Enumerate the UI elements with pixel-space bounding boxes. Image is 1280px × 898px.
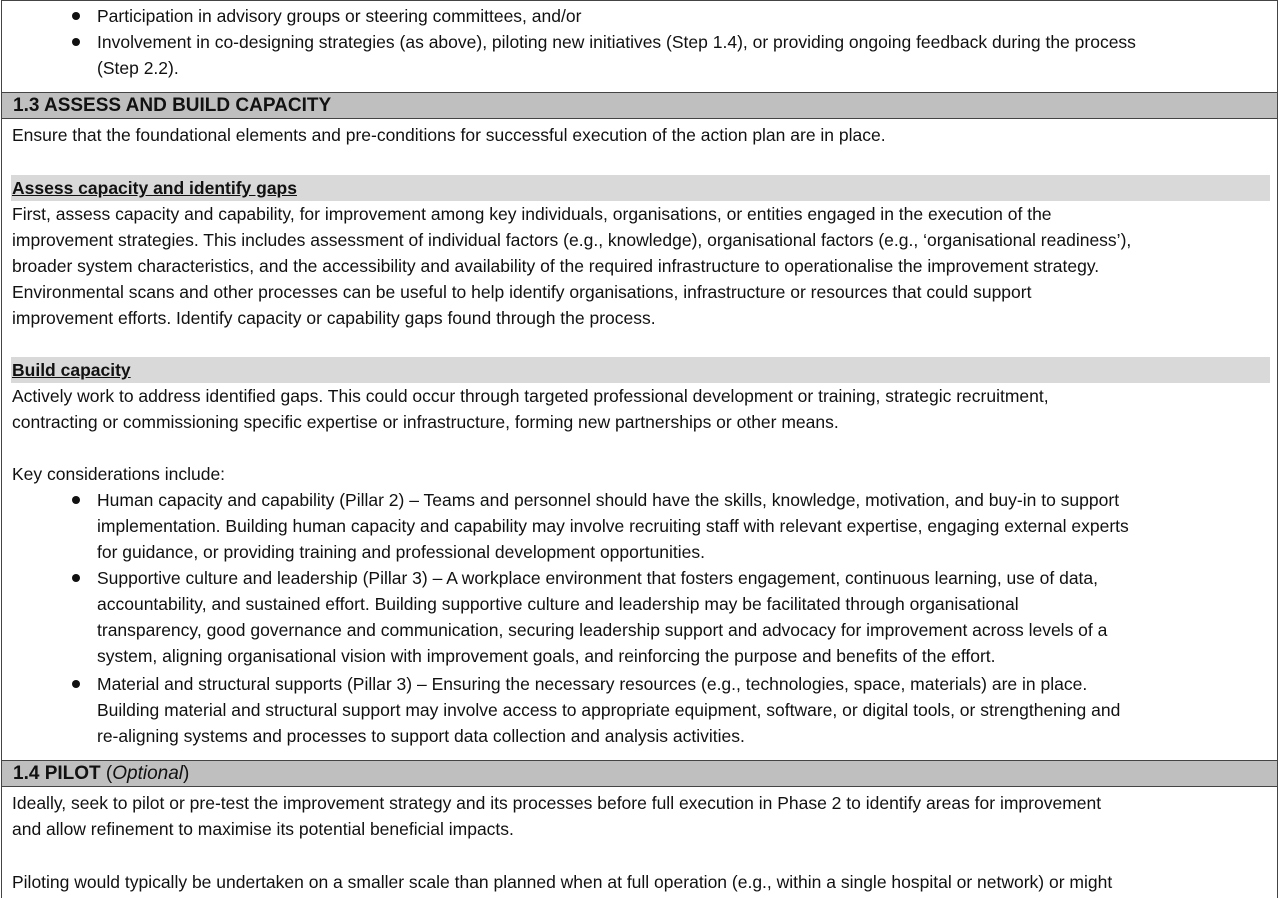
bullet-icon	[72, 680, 80, 688]
bullet-text: for guidance, or providing training and professional development opportunities.	[97, 542, 706, 562]
title-paren-close: )	[183, 763, 190, 784]
section-1-4-title: 1.4 PILOT	[13, 763, 101, 784]
optional-label: Optional	[112, 763, 184, 784]
bullet-text: accountability, and sustained effort. Building supportive culture and leadership may be facilitated through organisational	[97, 594, 1019, 614]
paragraph-line: Piloting would typically be undertaken on a smaller scale than planned when at full operation (e.g., within a single hospital or network) or might	[12, 872, 1113, 892]
key-considerations-label: Key considerations include:	[12, 464, 226, 484]
bullet-text: system, aligning organisational vision with improvement goals, and reinforcing the purpose and benefits of the effort.	[97, 646, 996, 666]
paragraph-line: Ideally, seek to pilot or pre-test the improvement strategy and its processes before full execution in Phase 2 to identify areas for improvement	[12, 793, 1102, 813]
bullet-text: Supportive culture and leadership (Pillar 3) – A workplace environment that fosters engagement, continuous learning, use of data,	[97, 568, 1099, 588]
section-1-3-intro: Ensure that the foundational elements and pre-conditions for successful execution of the action plan are in place.	[12, 125, 886, 145]
title-paren-open: (	[100, 763, 113, 784]
bullet-icon	[72, 574, 80, 582]
bullet-text: implementation. Building human capacity and capability may involve recruiting staff with relevant expertise, engaging external experts	[97, 516, 1129, 536]
bullet-text: transparency, good governance and communication, securing leadership support and advocacy for improvement across levels of a	[97, 620, 1108, 640]
paragraph-line: and allow refinement to maximise its potential beneficial impacts.	[12, 819, 514, 839]
bullet-text: Involvement in co-designing strategies (as above), piloting new initiatives (Step 1.4), or providing ongoing feedback during the process	[97, 32, 1136, 52]
bullet-icon	[72, 38, 80, 46]
section-1-4-header	[1, 760, 1278, 787]
section-1-3-header	[1, 92, 1278, 119]
paragraph-line: contracting or commissioning specific expertise or infrastructure, forming new partnerships or other means.	[12, 412, 839, 432]
assess-capacity-heading-text: Assess capacity and identify gaps	[12, 178, 297, 198]
bullet-icon	[72, 12, 80, 20]
paragraph-line: improvement strategies. This includes assessment of individual factors (e.g., knowledge), organisational factors (e.g., ‘organisational readiness’),	[12, 230, 1132, 250]
bullet-icon	[72, 496, 80, 504]
bullet-text: re-aligning systems and processes to support data collection and analysis activities.	[97, 726, 745, 746]
build-capacity-heading-text: Build capacity	[12, 360, 131, 380]
paragraph-line: Environmental scans and other processes can be useful to help identify organisations, infrastructure or resources that could support	[12, 282, 1032, 302]
assess-capacity-subheading	[11, 175, 1270, 201]
paragraph-line: Actively work to address identified gaps. This could occur through targeted professional development or training, strategic recruitment,	[12, 386, 1049, 406]
paragraph-line: broader system characteristics, and the accessibility and availability of the required infrastructure to operationalise the improvement strategy.	[12, 256, 1100, 276]
bullet-text: Participation in advisory groups or steering committees, and/or	[97, 6, 582, 26]
bullet-text: Human capacity and capability (Pillar 2) – Teams and personnel should have the skills, knowledge, motivation, and buy-in to support	[97, 490, 1120, 510]
bullet-text: (Step 2.2).	[97, 58, 179, 78]
bullet-text: Building material and structural support may involve access to appropriate equipment, software, or digital tools, or strengthening and	[97, 700, 1121, 720]
build-capacity-subheading	[11, 357, 1270, 383]
bullet-text: Material and structural supports (Pillar 3) – Ensuring the necessary resources (e.g., technologies, space, materials) are in place.	[97, 674, 1088, 694]
section-1-3-title: 1.3 ASSESS AND BUILD CAPACITY	[13, 95, 332, 116]
paragraph-line: First, assess capacity and capability, for improvement among key individuals, organisations, or entities engaged in the execution of the	[12, 204, 1052, 224]
paragraph-line: improvement efforts. Identify capacity or capability gaps found through the process.	[12, 308, 656, 328]
